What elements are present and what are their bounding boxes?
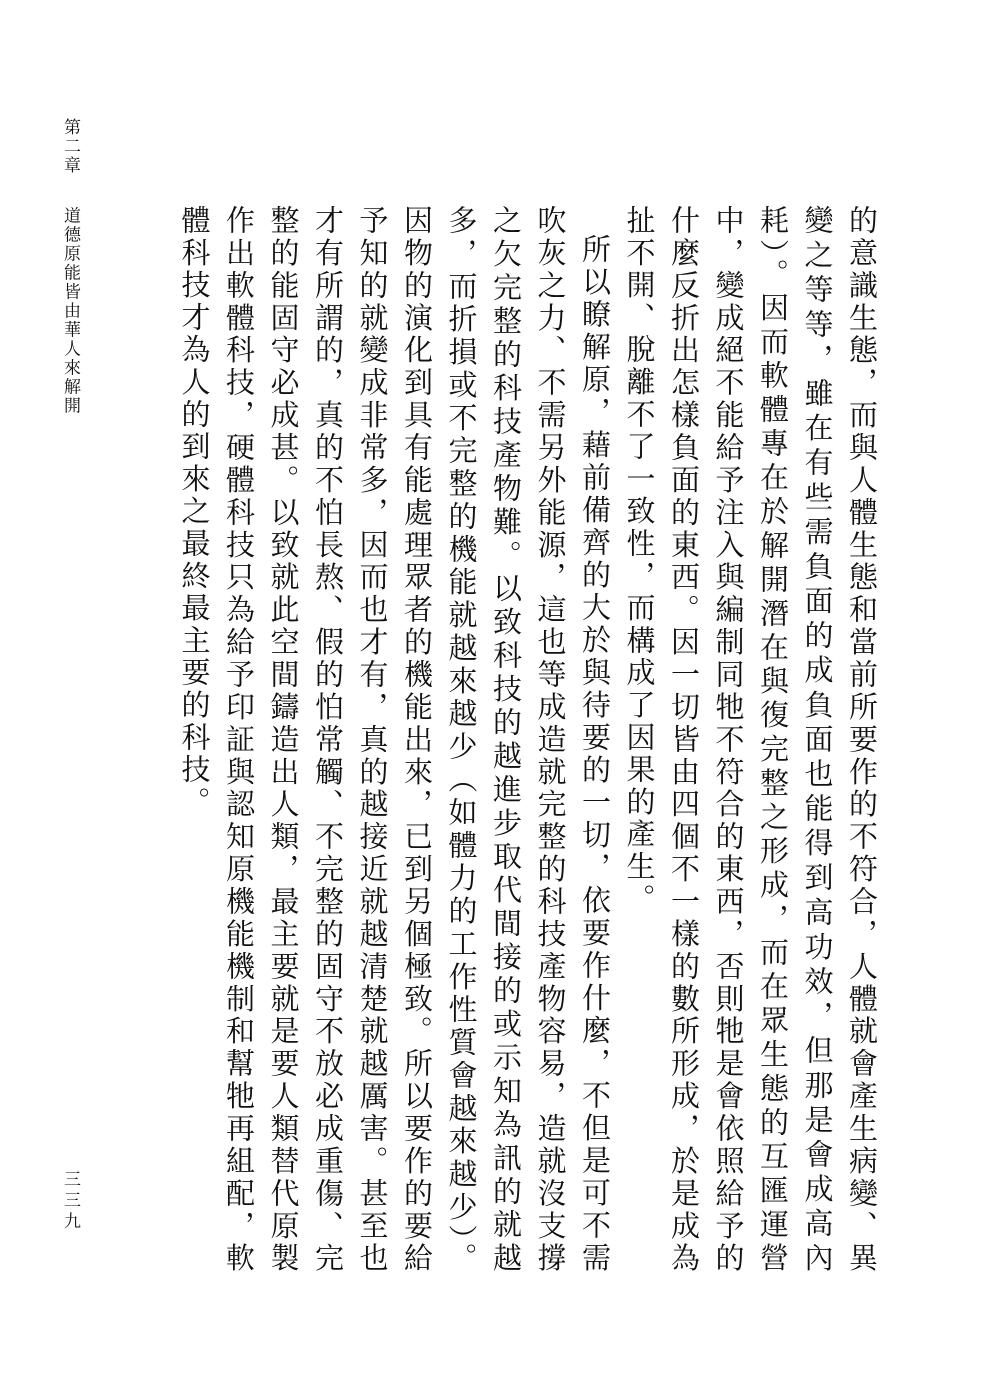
chapter-title: 道德原能皆由華人來解開 (60, 206, 80, 416)
chapter-label: 第二章 (60, 118, 80, 175)
running-head (60, 118, 80, 415)
body-text (172, 205, 884, 1275)
paragraph-1: 的意識生態，而與人體生態和當前所要作的不符合，人體就會產生病變、異變之等等，雖在有些需負面的成負面也能得到高功效，但那是會成高內耗）。因而軟體專在於解開潛在與復完整之形成，而在眾生態的互匯運營中，變成絕不能給予注入與編制同牠不符合的東西，否則牠是會依照給予的什麼反折出怎樣負面的東西。因一切皆由四個不一樣的數所形成，於是成為扯不開、脫離不了一致性，而構成了因果的產生。 (622, 205, 879, 1275)
page-number: 三三九 (60, 1170, 80, 1233)
paragraph-2: 所以瞭解原，藉前備齊的大於與待要的一切，依要作什麼，不但是可不需吹灰之力、不需另外能源，這也等成造就完整的科技產物容易，造就沒支撐之欠完整的科技產物難。以致科技的越進步取代間接的或示知為訊的就越多，而折損或不完整的機能就越來越少（如體力的工作性質會越來越少）。因物的演化到具有能處理眾者的機能出來，已到另個極致。所以要作的要給予知的就變成非常多，因而也才有，真的越接近就越清楚就越厲害。甚至也才有所謂的，真的不怕長熬、假的怕常觸、不完整的固守不放必成重傷、完整的能固守必成甚。以致就此空間鑄造出人類，最主要就是要人類替代原製作出軟體科技，硬體科技只為給予印証與認知原機能機制和幫牠再組配，軟體科技才為人的到來之最終最主要的科技。 (177, 205, 612, 1275)
